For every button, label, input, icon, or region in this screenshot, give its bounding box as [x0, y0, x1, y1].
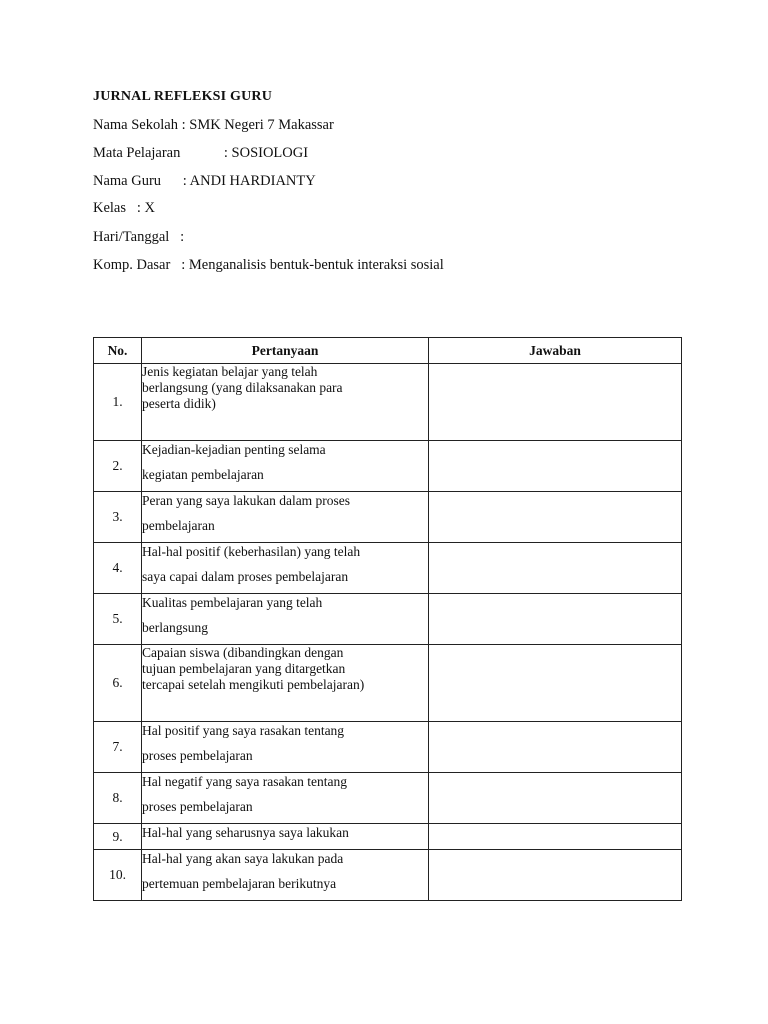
reflection-table [93, 337, 682, 901]
row-number: 5. [94, 594, 142, 645]
answer-cell[interactable] [429, 594, 682, 645]
header-answer: Jawaban [429, 338, 682, 364]
field-value: X [144, 200, 156, 216]
row-number: 10. [94, 850, 142, 901]
row-question [142, 645, 429, 722]
table-row [94, 364, 682, 441]
row-number: 6. [94, 645, 142, 722]
table-row [94, 722, 682, 773]
question-text: Hal positif yang saya rasakan tentang proses pembelajaran [142, 723, 345, 763]
field-label: Mata Pelajaran [93, 145, 181, 161]
question-text: Peran yang saya lakukan dalam proses pembelajaran [142, 493, 351, 533]
field-hari-tanggal [93, 228, 188, 246]
field-separator: : [170, 257, 189, 273]
table-header-row [94, 338, 682, 364]
field-separator: : [180, 145, 232, 161]
row-question [142, 441, 429, 492]
row-number: 1. [94, 364, 142, 441]
document-title: JURNAL REFLEKSI GURU [93, 89, 273, 104]
field-value: SOSIOLOGI [231, 145, 309, 161]
row-question [142, 492, 429, 543]
table-row [94, 645, 682, 722]
answer-cell[interactable] [429, 773, 682, 824]
question-text: Hal-hal yang akan saya lakukan pada pertemuan pembelajaran berikutnya [142, 851, 344, 891]
field-value: ANDI HARDIANTY [189, 173, 316, 189]
field-nama-sekolah [93, 116, 334, 134]
question-text: Hal-hal positif (keberhasilan) yang telah saya capai dalam proses pembelajaran [142, 544, 361, 584]
answer-cell[interactable] [429, 824, 682, 850]
field-label: Nama Sekolah [93, 117, 178, 133]
row-number: 2. [94, 441, 142, 492]
row-question [142, 850, 429, 901]
table-row [94, 850, 682, 901]
field-komp-dasar [93, 256, 444, 274]
table-row [94, 594, 682, 645]
field-separator: : [126, 200, 145, 216]
field-separator: : [161, 173, 190, 189]
answer-cell[interactable] [429, 645, 682, 722]
table-row [94, 543, 682, 594]
row-question [142, 364, 429, 441]
field-value: Menganalisis bentuk-bentuk interaksi sosial [188, 257, 444, 273]
row-number: 9. [94, 824, 142, 850]
header-question: Pertanyaan [142, 338, 429, 364]
field-label: Kelas [93, 200, 127, 216]
row-number: 7. [94, 722, 142, 773]
question-text: Hal-hal yang seharusnya saya lakukan [142, 825, 349, 840]
field-separator: : [177, 117, 190, 133]
row-number: 8. [94, 773, 142, 824]
field-nama-guru [93, 172, 316, 190]
row-number: 3. [94, 492, 142, 543]
row-question [142, 543, 429, 594]
answer-cell[interactable] [429, 364, 682, 441]
question-text: Jenis kegiatan belajar yang telah berlangsung (yang dilaksanakan para peserta didik) [142, 364, 343, 411]
field-label: Komp. Dasar [93, 257, 171, 273]
answer-cell[interactable] [429, 543, 682, 594]
field-label: Nama Guru [93, 173, 162, 189]
answer-cell[interactable] [429, 492, 682, 543]
table-row [94, 773, 682, 824]
row-question [142, 773, 429, 824]
question-text: Hal negatif yang saya rasakan tentang proses pembelajaran [142, 774, 348, 814]
answer-cell[interactable] [429, 850, 682, 901]
question-text: Capaian siswa (dibandingkan dengan tujuan pembelajaran yang ditargetkan tercapai setelah mengikuti pembelajaran) [142, 645, 365, 692]
answer-cell[interactable] [429, 722, 682, 773]
question-text: Kualitas pembelajaran yang telah berlangsung [142, 595, 323, 635]
field-value: SMK Negeri 7 Makassar [189, 117, 334, 133]
field-separator: : [169, 229, 188, 245]
question-text: Kejadian-kejadian penting selama kegiatan pembelajaran [142, 442, 326, 482]
row-question [142, 722, 429, 773]
table-row [94, 441, 682, 492]
field-mata-pelajaran [93, 144, 308, 162]
table-row [94, 492, 682, 543]
field-label: Hari/Tanggal [93, 229, 170, 245]
row-question [142, 594, 429, 645]
header-no: No. [94, 338, 142, 364]
row-number: 4. [94, 543, 142, 594]
field-kelas [93, 199, 155, 217]
answer-cell[interactable] [429, 441, 682, 492]
